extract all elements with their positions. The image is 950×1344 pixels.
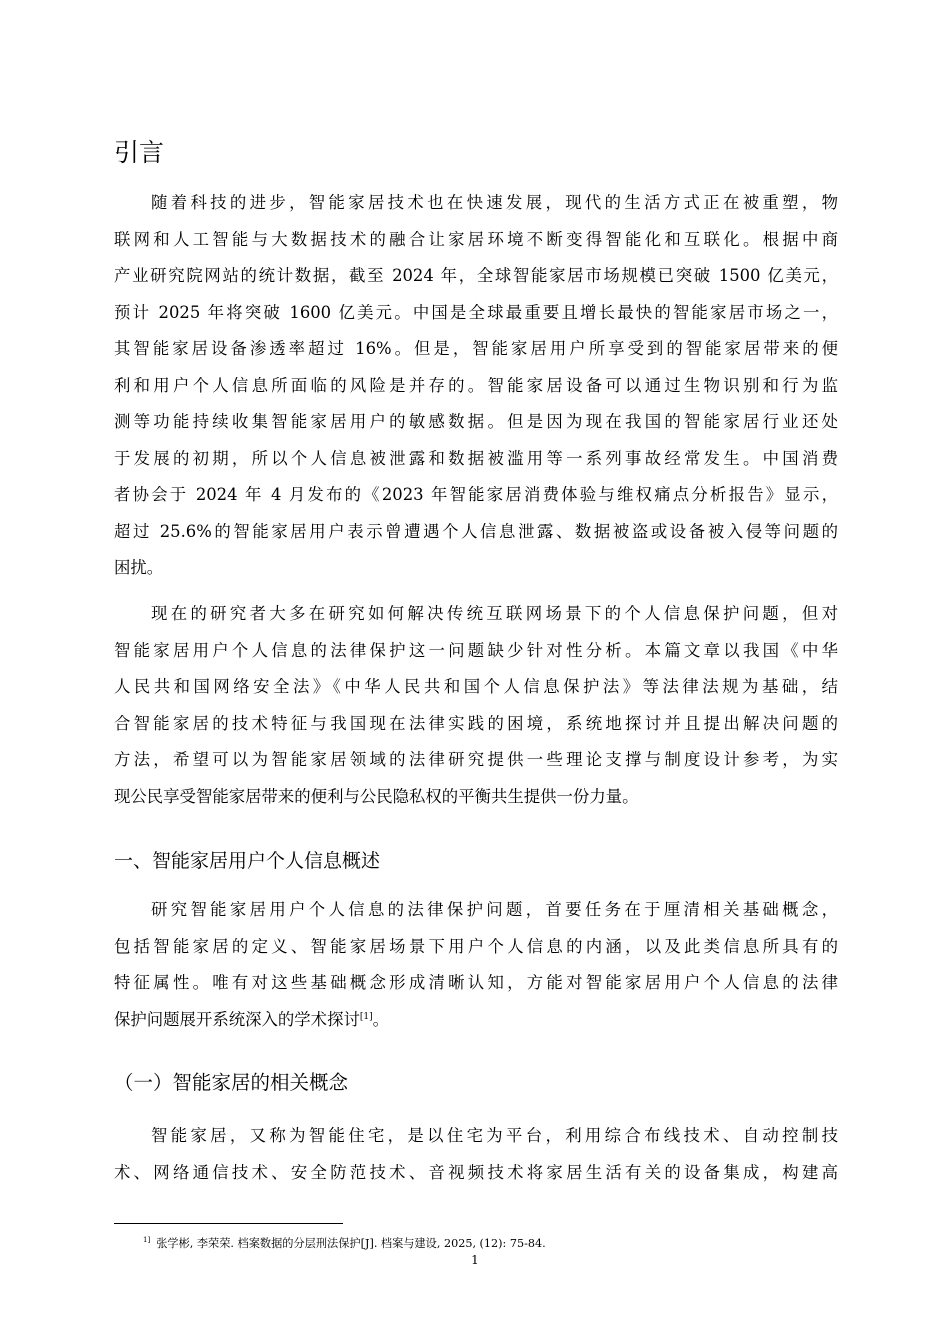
text-line: 术、网络通信技术、安全防范技术、音视频技术将家居生活有关的设备集成，构建高 — [114, 1162, 838, 1182]
text-line: 方法，希望可以为智能家居领域的法律研究提供一些理论支撑与制度设计参考，为实 — [114, 750, 838, 769]
text-line: 合智能家居的技术特征与我国现在法律实践的困境，系统地探讨并且提出解决问题的 — [114, 713, 838, 733]
text-line: 智能家居用户个人信息的法律保护这一问题缺少针对性分析。本篇文章以我国《中华 — [114, 640, 838, 660]
text-line: 超过 25.6%的智能家居用户表示曾遭遇个人信息泄露、数据被盗或设备被入侵等问题的 — [114, 521, 838, 541]
footnote-marker: 1] — [143, 1236, 151, 1244]
text-line-end: 。 — [372, 1009, 389, 1029]
heading-introduction: 引言 — [114, 138, 165, 167]
heading-subsection-1: （一）智能家居的相关概念 — [114, 1071, 349, 1094]
heading-section-1: 一、智能家居用户个人信息概述 — [114, 850, 381, 872]
text-line: 测等功能持续收集智能家居用户的敏感数据。但是因为现在我国的智能家居行业还处 — [114, 412, 838, 431]
text-line: 者协会于 2024 年 4 月发布的《2023 年智能家居消费体验与维权痛点分析报告》显示， — [114, 485, 838, 504]
paragraph-section-1 — [114, 892, 838, 1038]
text-line: 人民共和国网络安全法》《中华人民共和国个人信息保护法》等法律法规为基础，结 — [114, 677, 838, 696]
text-line: 现公民享受智能家居带来的便利与公民隐私权的平衡共生提供一份力量。 — [114, 786, 639, 806]
paragraph-intro-background — [114, 185, 838, 587]
text-line: 困扰。 — [114, 558, 164, 577]
text-line: 包括智能家居的定义、智能家居场景下用户个人信息的内涵，以及此类信息所具有的 — [114, 936, 838, 956]
text-line: 利和用户个人信息所面临的风险是并存的。智能家居设备可以通过生物识别和行为监 — [114, 375, 838, 395]
text-line: 其智能家居设备渗透率超过 16%。但是，智能家居用户所享受到的智能家居带来的便 — [114, 339, 838, 358]
text-line: 随着科技的进步，智能家居技术也在快速发展，现代的生活方式正在被重塑，物 — [151, 193, 838, 212]
text-line-content: 保护问题展开系统深入的学术探讨 — [114, 1009, 360, 1029]
text-line: 预计 2025 年将突破 1600 亿美元。中国是全球最重要且增长最快的智能家居市场之一， — [114, 302, 838, 322]
text-line: 现在的研究者大多在研究如何解决传统互联网场景下的个人信息保护问题，但对 — [151, 604, 838, 623]
text-line: 智能家居，又称为智能住宅，是以住宅为平台，利用综合布线技术、自动控制技 — [151, 1126, 838, 1145]
footnote — [143, 1236, 546, 1252]
text-line: 产业研究院网站的统计数据，截至 2024 年，全球智能家居市场规模已突破 1500 亿美元， — [114, 266, 838, 285]
text-line: 联网和人工智能与大数据技术的融合让家居环境不断变得智能化和互联化。根据中商 — [114, 229, 838, 249]
paragraph-intro-purpose — [114, 596, 838, 815]
footnote-text: 张学彬, 李荣荣. 档案数据的分层刑法保护[J]. 档案与建设, 2025, (12): 75-84. — [156, 1237, 546, 1250]
text-line: 于发展的初期，所以个人信息被泄露和数据被滥用等一系列事故经常发生。中国消费 — [114, 448, 838, 468]
footnote-reference[interactable]: [1] — [359, 1011, 373, 1022]
footnote-separator — [114, 1223, 343, 1224]
text-line: 研究智能家居用户个人信息的法律保护问题，首要任务在于厘清相关基础概念， — [151, 900, 838, 919]
page-number: 1 — [471, 1253, 479, 1267]
text-line: 特征属性。唯有对这些基础概念形成清晰认知，方能对智能家居用户个人信息的法律 — [114, 973, 838, 992]
text-line — [114, 1002, 838, 1039]
paragraph-subsection-1 — [114, 1118, 838, 1191]
